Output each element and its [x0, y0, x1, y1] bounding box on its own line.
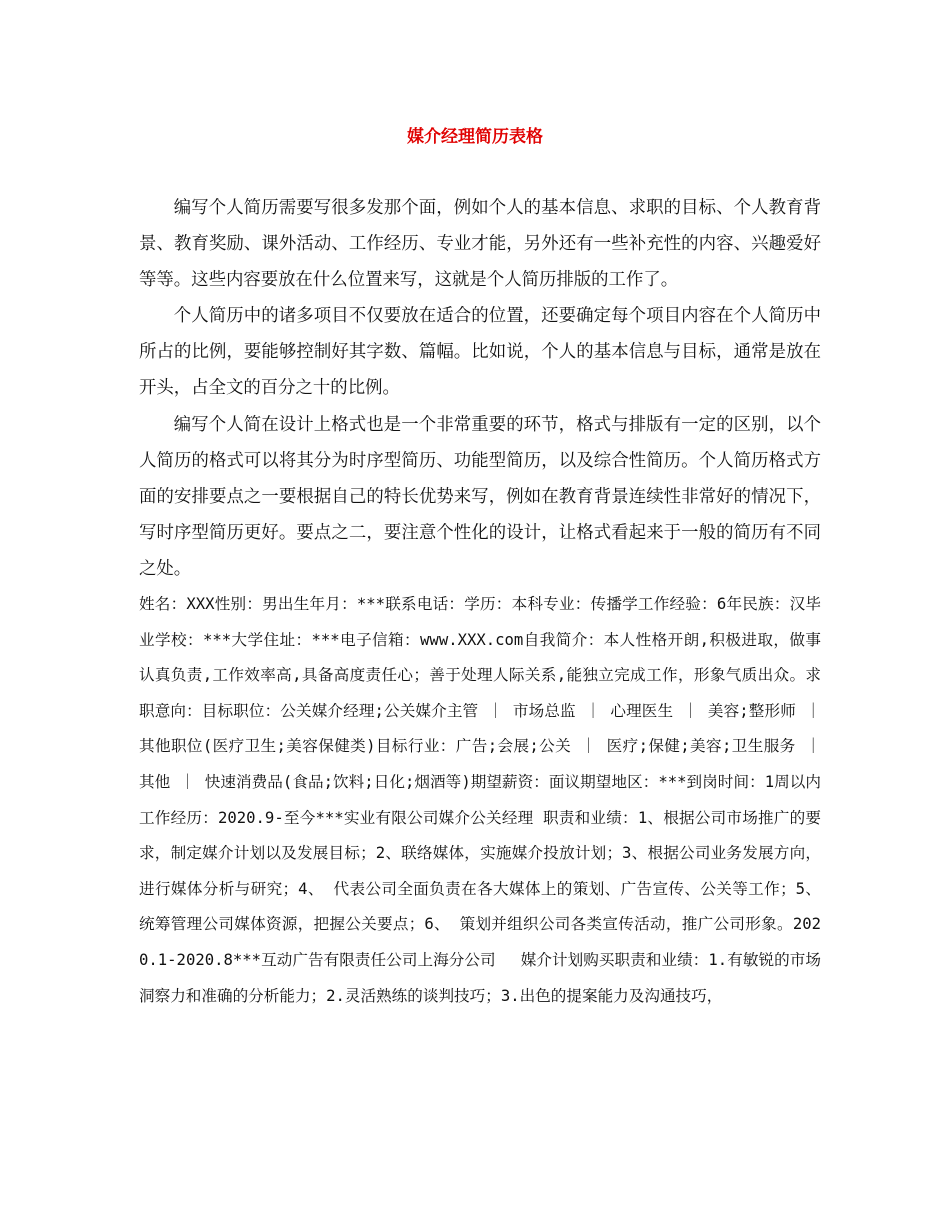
intro-paragraph-2: 个人简历中的诸多项目不仅要放在适合的位置，还要确定每个项目内容在个人简历中所占的比例，要能够控制好其字数、篇幅。比如说，个人的基本信息与目标，通常是放在开头，占全文的百分之十的比例。	[139, 306, 821, 399]
document-title: 媒介经理简历表格	[407, 127, 543, 147]
intro-paragraph-3: 编写个人简在设计上格式也是一个非常重要的环节，格式与排版有一定的区别，以个人简历的格式可以将其分为时序型简历、功能型简历，以及综合性简历。个人简历格式方面的安排要点之一要根据自己的特长优势来写，例如在教育背景连续性非常好的情况下，写时序型简历更好。要点之二，要注意个性化的设计，让格式看起来于一般的简历有不同之处。	[139, 414, 821, 579]
intro-paragraph-1: 编写个人简历需要写很多发那个面，例如个人的基本信息、求职的目标、个人教育背景、教育奖励、课外活动、工作经历、专业才能，另外还有一些补充性的内容、兴趣爱好等等。这些内容要放在什么位置来写，这就是个人简历排版的工作了。	[139, 198, 821, 291]
resume-details-text: 姓名：XXX性别：男出生年月：***联系电话：学历：本科专业：传播学工作经验：6年民族：汉毕业学校：***大学住址：***电子信箱：www.XXX.com自我简介：本人性格开朗,积极进取，做事认真负责,工作效率高,具备高度责任心；善于处理人际关系,能独立完成工作，形象气质出众。求职意向：目标职位：公关媒介经理;公关媒介主管 ｜ 市场总监 ｜ 心理医生 ｜ 美容;整形师 ｜ 其他职位(医疗卫生;美容保健类)目标行业：广告;会展;公关 ｜ 医疗;保健;美容;卫生服务 ｜ 其他 ｜ 快速消费品(食品;饮料;日化;烟酒等)期望薪资：面议期望地区：***到岗时间：1周以内工作经历：2020.9-至今***实业有限公司媒介公关经理 职责和业绩：1、根据公司市场推广的要求，制定媒介计划以及发展目标；2、联络媒体，实施媒介投放计划；3、根据公司业务发展方向，进行媒体分析与研究；4、 代表公司全面负责在各大媒体上的策划、广告宣传、公关等工作；5、 统筹管理公司媒体资源，把握公关要点；6、 策划并组织公司各类宣传活动，推广公司形象。2020.1-2020.8***互动广告有限责任公司上海分公司 媒介计划购买职责和业绩：1.有敏锐的市场洞察力和准确的分析能力；2.灵活熟练的谈判技巧；3.出色的提案能力及沟通技巧，	[139, 595, 821, 1005]
document-body	[139, 190, 821, 1014]
